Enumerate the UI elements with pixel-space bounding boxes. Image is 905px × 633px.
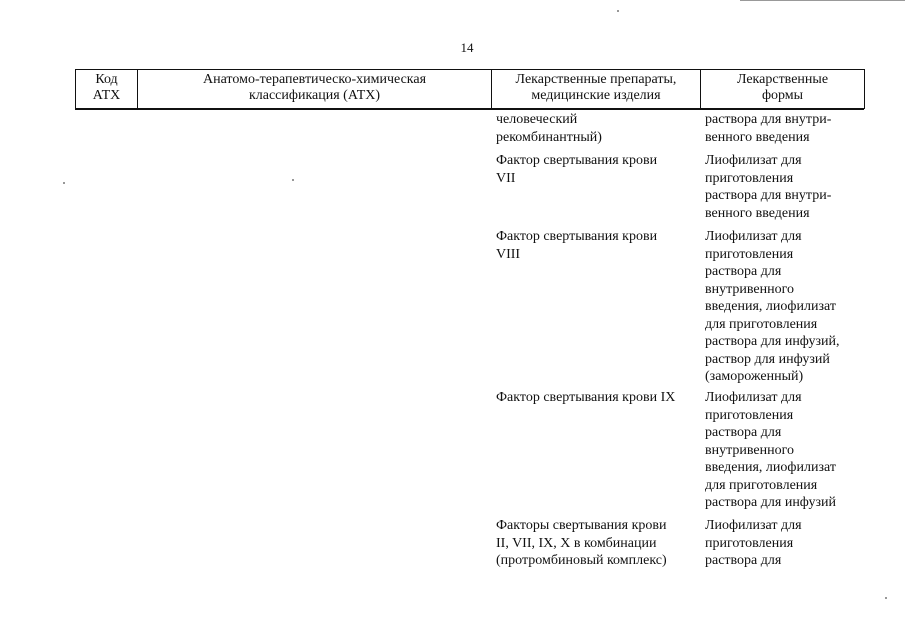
table-header bbox=[75, 69, 865, 109]
header-drugs-cell bbox=[492, 70, 701, 109]
drug-cell bbox=[496, 517, 701, 570]
header-drugs-line: Лекарственные препараты, bbox=[515, 72, 677, 87]
form-line: приготовления bbox=[705, 407, 794, 423]
form-cell bbox=[705, 152, 865, 222]
drug-line: VIII bbox=[496, 246, 521, 262]
scan-speck bbox=[292, 179, 294, 181]
drug-line: Факторы свертывания крови bbox=[496, 518, 667, 533]
header-classification-line: классификация (АТХ) bbox=[248, 88, 381, 103]
header-code-line: АТХ bbox=[92, 88, 121, 103]
form-line: Лиофилизат для bbox=[705, 229, 802, 244]
drug-line: Фактор свертывания крови IX bbox=[496, 390, 676, 405]
header-forms-line: формы bbox=[761, 88, 804, 103]
drug-cell bbox=[496, 111, 701, 146]
header-forms-cell bbox=[701, 70, 865, 109]
form-cell bbox=[705, 517, 865, 570]
drug-cell bbox=[496, 152, 701, 187]
scan-top-rule bbox=[740, 0, 905, 3]
form-line: приготовления bbox=[705, 246, 794, 262]
form-line: раствора для bbox=[705, 425, 782, 440]
form-line: приготовления bbox=[705, 170, 794, 186]
form-line: для приготовления bbox=[705, 316, 818, 332]
page-number: 14 bbox=[460, 40, 474, 55]
form-line: внутривенного bbox=[705, 281, 795, 297]
drug-line: рекомбинантный) bbox=[496, 129, 602, 145]
form-line: раствора для инфузий, bbox=[705, 334, 840, 349]
scan-speck bbox=[885, 597, 887, 599]
form-line: раствора для внутри- bbox=[705, 188, 832, 203]
header-drugs-line: медицинские изделия bbox=[531, 88, 661, 103]
drug-line: VII bbox=[496, 170, 516, 186]
form-line: венного введения bbox=[705, 129, 810, 145]
form-line: введения, лиофилизат bbox=[705, 299, 836, 314]
form-cell bbox=[705, 111, 865, 146]
form-line: раствор для инфузий bbox=[705, 351, 830, 367]
scan-speck bbox=[617, 10, 619, 12]
drug-line: человеческий bbox=[496, 112, 578, 127]
form-line: внутривенного bbox=[705, 442, 795, 458]
drug-cell bbox=[496, 389, 701, 407]
table-body-rule bbox=[75, 109, 864, 110]
form-line: (замороженный) bbox=[705, 369, 804, 384]
drug-line: Фактор свертывания крови bbox=[496, 229, 658, 244]
form-line: раствора для bbox=[705, 553, 782, 568]
form-line: для приготовления bbox=[705, 477, 818, 493]
drug-line: (протромбиновый комплекс) bbox=[496, 553, 667, 568]
drug-line: II, VII, IX, X в комбинации bbox=[496, 535, 657, 551]
form-line: раствора для инфузий bbox=[705, 495, 837, 510]
drug-cell bbox=[496, 228, 701, 263]
form-line: раствора для bbox=[705, 264, 782, 279]
form-line: Лиофилизат для bbox=[705, 518, 802, 533]
drug-line: Фактор свертывания крови bbox=[496, 153, 658, 168]
form-line: раствора для внутри- bbox=[705, 112, 832, 127]
header-forms-line: Лекарственные bbox=[736, 72, 829, 87]
form-cell bbox=[705, 228, 865, 386]
form-line: Лиофилизат для bbox=[705, 153, 802, 168]
form-line: Лиофилизат для bbox=[705, 390, 802, 405]
form-cell bbox=[705, 389, 865, 512]
header-classification-cell bbox=[138, 70, 492, 109]
form-line: введения, лиофилизат bbox=[705, 460, 836, 475]
form-line: приготовления bbox=[705, 535, 794, 551]
header-code-line: Код bbox=[95, 72, 118, 87]
form-line: венного введения bbox=[705, 205, 810, 221]
header-code-cell bbox=[76, 70, 138, 109]
scan-speck bbox=[63, 182, 65, 184]
header-classification-line: Анатомо-терапевтическо-химическая bbox=[202, 72, 427, 87]
